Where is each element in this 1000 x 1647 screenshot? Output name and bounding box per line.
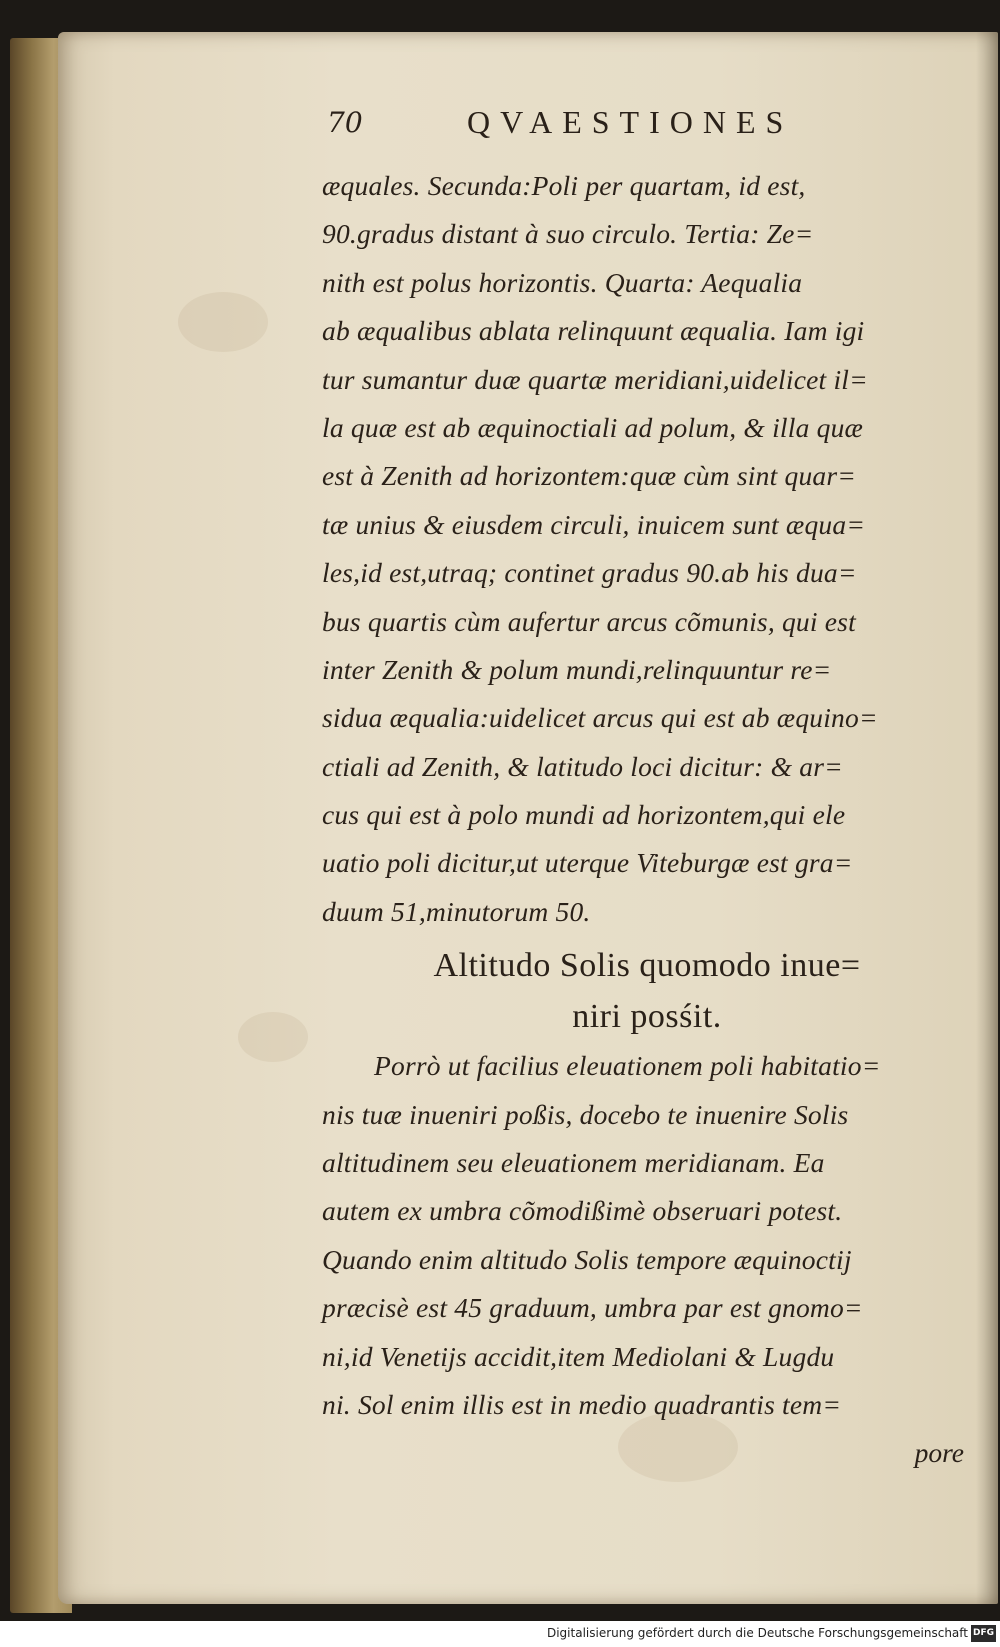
text-line: autem ex umbra cõmodißimè obseruari potest. [322,1195,843,1227]
heading-line: Altitudo Solis quomodo inue= [433,947,861,985]
text-line: altitudinem seu eleuationem meridianam. Ea [322,1147,825,1179]
text-line: ni. Sol enim illis est in medio quadrantis tem= [322,1388,842,1420]
page-text [322,100,972,1477]
text-line: præcisè est 45 graduum, umbra par est gnomo= [322,1292,863,1324]
text-line: æquales. Secunda:Poli per quartam, id est, [322,170,806,201]
text-line: duum 51,minutorum 50. [322,895,591,927]
body-text-bottom [322,1042,972,1429]
dfg-logo: DFG [971,1625,996,1642]
catchword: pore [914,1437,964,1469]
body-text-top [322,162,972,936]
paper-stain [238,1012,308,1062]
text-line: cus qui est à polo mundi ad horizontem,qui ele [322,799,846,831]
text-line: Quando enim altitudo Solis tempore æquinoctij [322,1243,852,1275]
heading-line: niri posśit. [572,998,722,1036]
text-line: ab æqualibus ablata relinquunt æqualia. Iam igi [322,315,865,347]
page-number: 70 [327,106,363,139]
text-line: uatio poli dicitur,ut uterque Viteburgæ est gra= [322,847,853,879]
text-line: la quæ est ab æquinoctiali ad polum, & illa quæ [322,411,864,443]
running-title: QVAESTIONES [467,104,794,140]
footer-credit: Digitalisierung gefördert durch die Deutsche Forschungsgemeinschaft [546,1626,968,1640]
text-line: nis tuæ inueniri poßis, docebo te inuenire Solis [322,1098,849,1130]
text-line: tur sumantur duæ quartæ meridiani,uidelicet il= [322,363,868,395]
paper-stain [178,292,268,352]
text-line: 90.gradus distant à suo circulo. Tertia: Ze= [322,218,814,250]
page-header [322,100,972,162]
text-line: bus quartis cùm aufertur arcus cõmunis, qui est [322,605,856,637]
text-line: inter Zenith & polum mundi,relinquuntur re= [322,653,832,685]
text-line: tæ unius & eiusdem circuli, inuicem sunt æqua= [322,508,866,540]
text-line: nith est polus horizontis. Quarta: Aequalia [322,266,803,298]
text-line: est à Zenith ad horizontem:quæ cùm sint quar= [322,460,857,492]
text-line: sidua æqualia:uidelicet arcus qui est ab æquino= [322,702,878,734]
footer-bar [0,1621,1000,1647]
text-line: les,id est,utraq; continet gradus 90.ab his dua= [322,557,857,589]
page-gutter-shadow [976,32,998,1604]
section-heading [322,940,972,1042]
text-line: ctiali ad Zenith, & latitudo loci dicitur: & ar= [322,750,843,782]
text-line: Porrò ut facilius eleuationem poli habitatio= [374,1050,881,1082]
text-line: ni,id Venetijs accidit,item Mediolani & Lugdu [322,1340,835,1372]
